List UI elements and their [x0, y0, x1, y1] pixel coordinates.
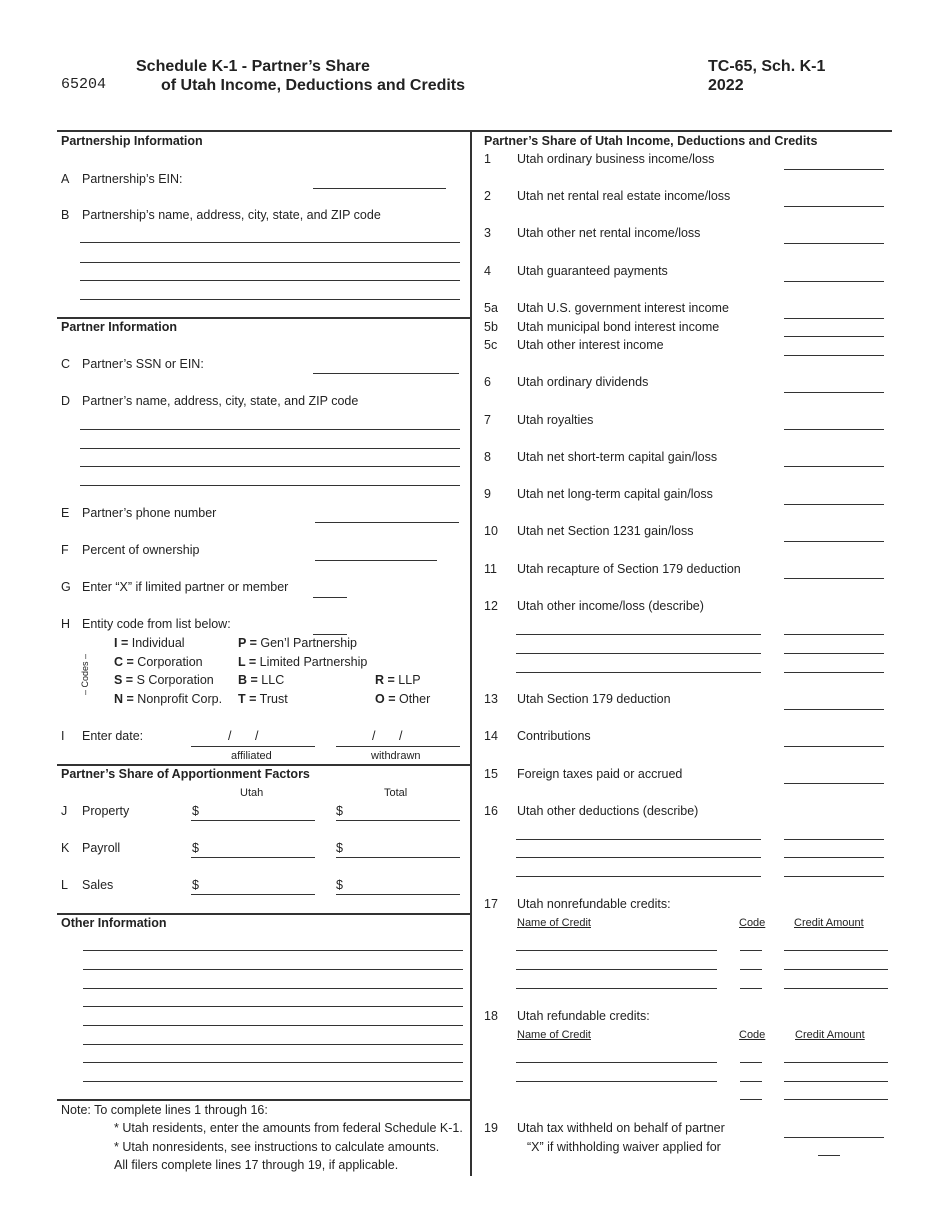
line-9-label: Utah net long-term capital gain/loss: [517, 487, 713, 501]
line-16-amount-field[interactable]: [784, 857, 884, 858]
partner-address-line-3[interactable]: [80, 466, 460, 467]
line-15-label: Foreign taxes paid or accrued: [517, 767, 683, 781]
top-rule: [57, 130, 892, 132]
line-6-amount-field[interactable]: [784, 392, 884, 393]
section-rule: [57, 317, 471, 319]
payroll-total-field[interactable]: [336, 857, 460, 858]
affiliated-date-field[interactable]: [191, 746, 315, 747]
ownership-percent-field[interactable]: [315, 560, 437, 561]
code-trust: T = Trust: [238, 692, 288, 706]
col-utah: Utah: [240, 787, 264, 799]
form-number: 65204: [61, 76, 107, 93]
credit-name-header: Name of Credit: [517, 1029, 591, 1041]
sales-utah-field[interactable]: [191, 894, 315, 895]
right-heading: Partner’s Share of Utah Income, Deductions and Credits: [484, 134, 818, 148]
line-5c-num: 5c: [484, 338, 498, 352]
code-individual: I = Individual: [114, 636, 185, 650]
other-info-line[interactable]: [83, 988, 463, 989]
line-7-label: Utah royalties: [517, 413, 594, 427]
line-10-num: 10: [484, 524, 498, 538]
line-9-amount-field[interactable]: [784, 504, 884, 505]
entity-code-field[interactable]: [313, 634, 347, 635]
line-10-amount-field[interactable]: [784, 541, 884, 542]
line-16-description-field[interactable]: [516, 876, 761, 877]
refundable-credit-amount-field[interactable]: [784, 1081, 888, 1082]
credit-name-header: Name of Credit: [517, 917, 591, 929]
form-year: 2022: [708, 77, 744, 94]
line-6-label: Utah ordinary dividends: [517, 375, 649, 389]
line-4-amount-field[interactable]: [784, 281, 884, 282]
partner-ssn-field[interactable]: [313, 373, 459, 374]
affiliated-date-separators: / /: [228, 729, 259, 743]
section-rule: [57, 1099, 471, 1101]
refundable-credit-code-field[interactable]: [740, 1099, 762, 1100]
line-5a-num: 5a: [484, 301, 498, 315]
line-18-label: Utah refundable credits:: [517, 1009, 650, 1023]
dollar-sign: $: [192, 841, 199, 855]
dollar-sign: $: [336, 841, 343, 855]
line-5a-amount-field[interactable]: [784, 318, 884, 319]
line-i-letter: I: [61, 729, 65, 743]
note-line-2: * Utah residents, enter the amounts from federal Schedule K-1.: [114, 1121, 463, 1135]
line-16-label: Utah other deductions (describe): [517, 804, 699, 818]
line-b-letter: B: [61, 208, 70, 222]
partnership-ein-field[interactable]: [313, 188, 446, 189]
line-6-num: 6: [484, 375, 491, 389]
line-16-description-field[interactable]: [516, 839, 761, 840]
nonrefundable-credit-name-field[interactable]: [516, 950, 717, 951]
line-16-amount-field[interactable]: [784, 876, 884, 877]
line-3-num: 3: [484, 226, 491, 240]
partnership-address-line-1[interactable]: [80, 242, 460, 243]
partner-phone-field[interactable]: [315, 522, 459, 523]
section-rule: [57, 764, 471, 766]
credit-code-header: Code: [739, 917, 766, 929]
other-info-line[interactable]: [83, 950, 463, 951]
line-5b-amount-field[interactable]: [784, 336, 884, 337]
credit-amount-header: Credit Amount: [795, 1029, 865, 1041]
refundable-credit-name-field[interactable]: [516, 1062, 717, 1063]
center-divider: [470, 130, 472, 1176]
line-15-amount-field[interactable]: [784, 783, 884, 784]
line-13-label: Utah Section 179 deduction: [517, 692, 671, 706]
line-12-amount-field[interactable]: [784, 634, 884, 635]
line-h-label: Entity code from list below:: [82, 617, 231, 631]
col-total: Total: [384, 787, 408, 799]
line-12-description-field[interactable]: [516, 672, 761, 673]
line-2-label: Utah net rental real estate income/loss: [517, 189, 731, 203]
dollar-sign: $: [192, 878, 199, 892]
line-l-letter: L: [61, 878, 68, 892]
line-f-label: Percent of ownership: [82, 543, 200, 557]
line-1-num: 1: [484, 152, 491, 166]
line-5a-label: Utah U.S. government interest income: [517, 301, 729, 315]
line-l-label: Sales: [82, 878, 114, 892]
other-info-heading: Other Information: [61, 916, 167, 930]
code-limited-partnership: L = Limited Partnership: [238, 655, 368, 669]
partner-address-line-1[interactable]: [80, 429, 460, 430]
nonrefundable-credit-amount-field[interactable]: [784, 950, 888, 951]
line-16-num: 16: [484, 804, 498, 818]
line-e-letter: E: [61, 506, 70, 520]
line-5c-label: Utah other interest income: [517, 338, 664, 352]
line-14-num: 14: [484, 729, 498, 743]
line-h-letter: H: [61, 617, 71, 631]
note-line-3: * Utah nonresidents, see instructions to calculate amounts.: [114, 1140, 440, 1154]
line-18-num: 18: [484, 1009, 498, 1023]
line-5c-amount-field[interactable]: [784, 355, 884, 356]
line-17-label: Utah nonrefundable credits:: [517, 897, 671, 911]
line-3-amount-field[interactable]: [784, 243, 884, 244]
line-12-num: 12: [484, 599, 498, 613]
line-12-description-field[interactable]: [516, 634, 761, 635]
withdrawn-date-separators: / /: [372, 729, 403, 743]
other-info-line[interactable]: [83, 1062, 463, 1063]
line-f-letter: F: [61, 543, 69, 557]
line-7-num: 7: [484, 413, 491, 427]
property-total-field[interactable]: [336, 820, 460, 821]
line-15-num: 15: [484, 767, 498, 781]
form-title-line2: of Utah Income, Deductions and Credits: [161, 77, 466, 94]
line-3-label: Utah other net rental income/loss: [517, 226, 701, 240]
credit-amount-header: Credit Amount: [794, 917, 864, 929]
line-19-num: 19: [484, 1121, 498, 1135]
partnership-address-line-3[interactable]: [80, 280, 460, 281]
line-g-label: Enter “X” if limited partner or member: [82, 580, 289, 594]
other-info-line[interactable]: [83, 1025, 463, 1026]
withdrawn-caption: withdrawn: [371, 750, 421, 762]
waiver-checkbox-field[interactable]: [818, 1155, 840, 1156]
line-12-description-field[interactable]: [516, 653, 761, 654]
refundable-credit-amount-field[interactable]: [784, 1062, 888, 1063]
line-16-description-field[interactable]: [516, 857, 761, 858]
note-line-1: Note: To complete lines 1 through 16:: [61, 1103, 268, 1117]
nonrefundable-credit-name-field[interactable]: [516, 969, 717, 970]
line-16-amount-field[interactable]: [784, 839, 884, 840]
nonrefundable-credit-name-field[interactable]: [516, 988, 717, 989]
line-d-letter: D: [61, 394, 71, 408]
withdrawn-date-field[interactable]: [336, 746, 460, 747]
other-info-line[interactable]: [83, 1081, 463, 1082]
line-1-label: Utah ordinary business income/loss: [517, 152, 715, 166]
line-8-num: 8: [484, 450, 491, 464]
line-8-amount-field[interactable]: [784, 466, 884, 467]
nonrefundable-credit-amount-field[interactable]: [784, 988, 888, 989]
nonrefundable-credit-amount-field[interactable]: [784, 969, 888, 970]
nonrefundable-credit-code-field[interactable]: [740, 969, 762, 970]
line-11-label: Utah recapture of Section 179 deduction: [517, 562, 741, 576]
form-id: TC-65, Sch. K-1: [708, 58, 826, 75]
line-4-label: Utah guaranteed payments: [517, 264, 668, 278]
payroll-utah-field[interactable]: [191, 857, 315, 858]
line-13-amount-field[interactable]: [784, 709, 884, 710]
note-line-4: All filers complete lines 17 through 19, if applicable.: [114, 1158, 399, 1172]
code-corporation: C = Corporation: [114, 655, 203, 669]
limited-partner-checkbox-field[interactable]: [313, 597, 347, 598]
line-19-label: Utah tax withheld on behalf of partner: [517, 1121, 725, 1135]
partnership-info-heading: Partnership Information: [61, 134, 203, 148]
line-12-label: Utah other income/loss (describe): [517, 599, 704, 613]
line-2-num: 2: [484, 189, 491, 203]
section-rule: [57, 913, 471, 915]
code-other: O = Other: [375, 692, 431, 706]
credit-code-header: Code: [739, 1029, 766, 1041]
line-c-letter: C: [61, 357, 71, 371]
line-10-label: Utah net Section 1231 gain/loss: [517, 524, 694, 538]
line-k-letter: K: [61, 841, 70, 855]
line-g-letter: G: [61, 580, 71, 594]
line-11-amount-field[interactable]: [784, 578, 884, 579]
form-title-line1: Schedule K-1 - Partner’s Share: [136, 58, 370, 75]
line-k-label: Payroll: [82, 841, 121, 855]
property-utah-field[interactable]: [191, 820, 315, 821]
line-j-label: Property: [82, 804, 130, 818]
line-i-label: Enter date:: [82, 729, 144, 743]
apportionment-heading: Partner’s Share of Apportionment Factors: [61, 767, 310, 781]
refundable-credit-name-field[interactable]: [516, 1081, 717, 1082]
dollar-sign: $: [336, 878, 343, 892]
line-a-label: Partnership’s EIN:: [82, 172, 183, 186]
refundable-credit-amount-field[interactable]: [784, 1099, 888, 1100]
line-a-letter: A: [61, 172, 70, 186]
other-info-line[interactable]: [83, 1044, 463, 1045]
line-j-letter: J: [61, 804, 68, 818]
code-general-partnership: P = Gen’l Partnership: [238, 636, 357, 650]
dollar-sign: $: [336, 804, 343, 818]
line-19-amount-field[interactable]: [784, 1137, 884, 1138]
codes-vertical-label: – Codes –: [80, 653, 90, 695]
line-7-amount-field[interactable]: [784, 429, 884, 430]
line-12-amount-field[interactable]: [784, 653, 884, 654]
line-11-num: 11: [484, 562, 497, 576]
line-e-label: Partner’s phone number: [82, 506, 217, 520]
line-17-num: 17: [484, 897, 498, 911]
nonrefundable-credit-code-field[interactable]: [740, 988, 762, 989]
line-14-amount-field[interactable]: [784, 746, 884, 747]
line-c-label: Partner’s SSN or EIN:: [82, 357, 204, 371]
partnership-address-line-4[interactable]: [80, 299, 460, 300]
code-s-corporation: S = S Corporation: [114, 673, 214, 687]
line-13-num: 13: [484, 692, 498, 706]
affiliated-caption: affiliated: [231, 750, 272, 762]
dollar-sign: $: [192, 804, 199, 818]
refundable-credit-code-field[interactable]: [740, 1081, 762, 1082]
nonrefundable-credit-code-field[interactable]: [740, 950, 762, 951]
line-9-num: 9: [484, 487, 491, 501]
line-b-label: Partnership’s name, address, city, state, and ZIP code: [82, 208, 381, 222]
line-1-amount-field[interactable]: [784, 169, 884, 170]
line-4-num: 4: [484, 264, 491, 278]
partner-address-line-4[interactable]: [80, 485, 460, 486]
refundable-credit-code-field[interactable]: [740, 1062, 762, 1063]
line-14-label: Contributions: [517, 729, 591, 743]
line-2-amount-field[interactable]: [784, 206, 884, 207]
partnership-address-line-2[interactable]: [80, 262, 460, 263]
line-5b-num: 5b: [484, 320, 498, 334]
line-12-amount-field[interactable]: [784, 672, 884, 673]
partner-info-heading: Partner Information: [61, 320, 177, 334]
code-llc: B = LLC: [238, 673, 285, 687]
line-5b-label: Utah municipal bond interest income: [517, 320, 720, 334]
sales-total-field[interactable]: [336, 894, 460, 895]
other-info-line[interactable]: [83, 969, 463, 970]
line-d-label: Partner’s name, address, city, state, and ZIP code: [82, 394, 359, 408]
waiver-label: “X” if withholding waiver applied for: [527, 1140, 721, 1154]
code-llp: R = LLP: [375, 673, 421, 687]
partner-address-line-2[interactable]: [80, 448, 460, 449]
code-nonprofit: N = Nonprofit Corp.: [114, 692, 223, 706]
line-8-label: Utah net short-term capital gain/loss: [517, 450, 718, 464]
other-info-line[interactable]: [83, 1006, 463, 1007]
